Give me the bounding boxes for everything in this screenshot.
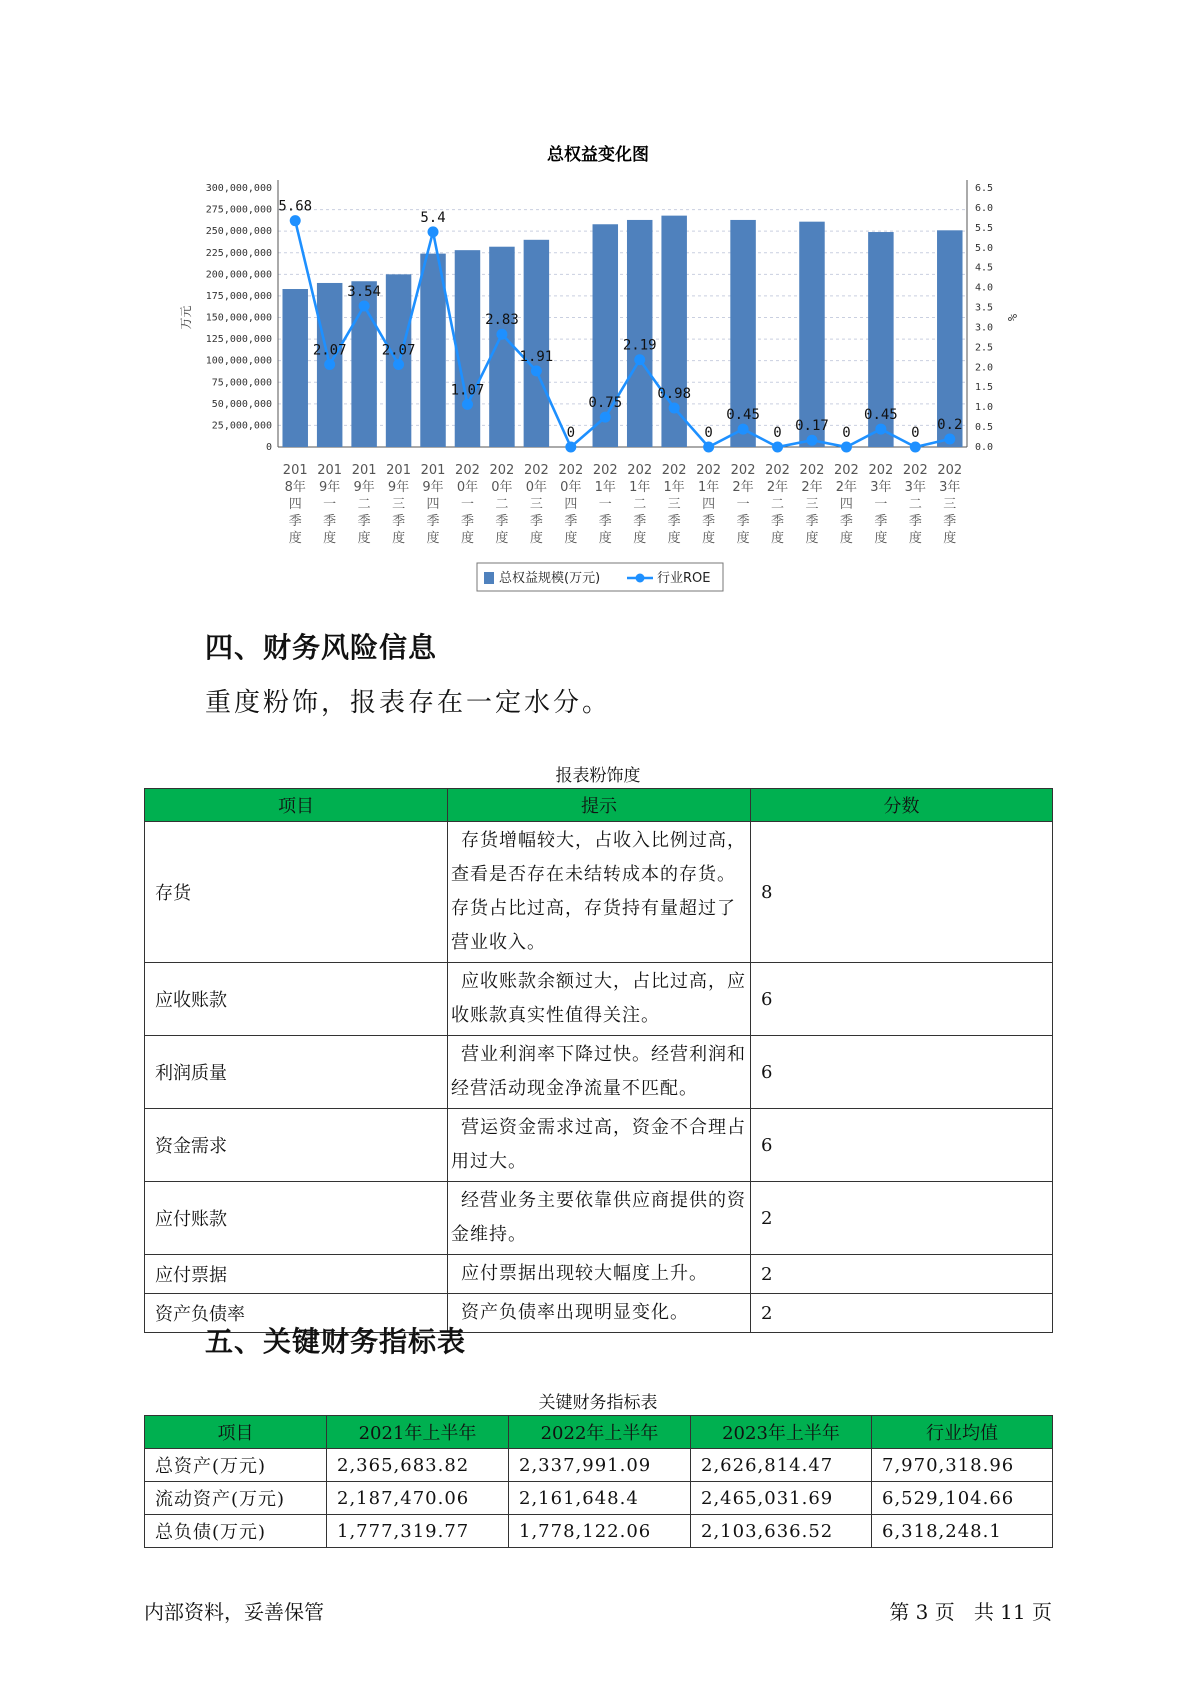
x-tick-label: 202 3年一季度	[868, 463, 894, 546]
roe-data-label: 0.45	[864, 407, 898, 424]
roe-point	[875, 424, 886, 435]
risk-hint: 应付票据出现较大幅度上升。	[448, 1255, 751, 1294]
table-row	[145, 1255, 1053, 1294]
roe-data-label: 1.07	[450, 382, 485, 399]
table-row	[145, 963, 1053, 1036]
right-tick-label: 5.0	[975, 242, 994, 254]
left-tick-label: 100,000,000	[205, 355, 272, 367]
fin-value: 2,337,991.09	[509, 1449, 691, 1482]
x-tick-label: 201 9年三季度	[386, 463, 411, 546]
col-header-2022h1: 2022年上半年	[509, 1416, 691, 1449]
x-tick-label: 202 2年三季度	[799, 463, 825, 546]
roe-point	[565, 442, 576, 453]
risk-hint: 经营业务主要依靠供应商提供的资金维持。	[448, 1182, 751, 1255]
chart-title: 总权益变化图	[547, 145, 649, 165]
left-tick-label: 25,000,000	[211, 420, 272, 432]
fin-value: 2,465,031.69	[691, 1482, 872, 1515]
risk-item: 应付票据	[145, 1255, 448, 1294]
fin-item: 流动资产(万元)	[145, 1482, 327, 1515]
roe-point	[290, 215, 301, 226]
roe-data-label: 0.17	[795, 418, 829, 435]
risk-item: 应收账款	[145, 963, 448, 1036]
risk-item: 存货	[145, 822, 448, 963]
x-tick-label: 202 1年三季度	[661, 463, 687, 546]
roe-point	[669, 402, 680, 413]
x-tick-label: 202 1年四季度	[696, 463, 722, 546]
fin-value: 1,778,122.06	[509, 1515, 691, 1548]
risk-score: 2	[751, 1182, 1053, 1255]
risk-score: 6	[751, 1109, 1053, 1182]
roe-point	[703, 442, 714, 453]
risk-item: 资金需求	[145, 1109, 448, 1182]
risk-score: 2	[751, 1255, 1053, 1294]
roe-point	[428, 226, 439, 237]
roe-point	[634, 354, 645, 365]
fin-value: 6,529,104.66	[872, 1482, 1053, 1515]
bar	[937, 230, 962, 447]
x-tick-label: 202 1年一季度	[592, 463, 618, 546]
roe-point	[738, 424, 749, 435]
right-tick-label: 4.0	[975, 282, 994, 294]
risk-hint: 营业利润率下降过快。经营利润和经营活动现金净流量不匹配。	[448, 1036, 751, 1109]
right-tick-label: 1.5	[975, 382, 994, 394]
roe-point	[531, 365, 542, 376]
roe-data-label: 0.98	[657, 385, 692, 402]
left-tick-label: 300,000,000	[205, 183, 272, 194]
section5-heading: 五、关键财务指标表	[205, 1325, 467, 1358]
x-tick-label: 202 2年一季度	[730, 463, 756, 546]
left-tick-label: 200,000,000	[205, 269, 272, 281]
left-tick-label: 275,000,000	[205, 204, 272, 216]
footer-confidential: 内部资料，妥善保管	[144, 1600, 324, 1624]
equity-chart	[0, 0, 1191, 600]
roe-data-label: 0.2	[937, 417, 963, 434]
table-row	[145, 822, 1053, 963]
fin-value: 2,187,470.06	[327, 1482, 509, 1515]
table-row	[145, 1109, 1053, 1182]
roe-data-label: 0.45	[726, 407, 760, 424]
roe-point	[772, 442, 783, 453]
roe-point	[944, 434, 955, 445]
roe-point	[359, 300, 370, 311]
x-tick-label: 202 0年三季度	[523, 463, 549, 546]
x-tick-label: 202 2年四季度	[834, 463, 859, 546]
roe-point	[600, 412, 611, 423]
footer-page-number: 第 3 页 共 11 页	[889, 1600, 1052, 1624]
roe-data-label: 5.68	[278, 198, 313, 215]
risk-table	[144, 788, 1053, 1333]
left-tick-label: 150,000,000	[205, 312, 272, 324]
right-tick-label: 4.5	[975, 262, 994, 274]
fin-value: 2,626,814.47	[691, 1449, 872, 1482]
right-tick-label: 3.0	[975, 322, 994, 334]
bar	[282, 289, 307, 447]
x-tick-label: 202 3年二季度	[902, 463, 928, 546]
risk-score: 6	[751, 1036, 1053, 1109]
left-tick-label: 250,000,000	[205, 226, 272, 238]
col-header-score: 分数	[751, 789, 1053, 822]
x-tick-label: 202 0年一季度	[455, 463, 480, 546]
roe-point	[496, 329, 507, 340]
table-row	[145, 1482, 1053, 1515]
table-row	[145, 1036, 1053, 1109]
x-tick-label: 201 9年四季度	[420, 463, 446, 546]
left-axis-label: 万元	[179, 305, 193, 330]
roe-point	[806, 435, 817, 446]
bar	[799, 222, 824, 447]
risk-item: 利润质量	[145, 1036, 448, 1109]
col-header-industry-avg: 行业均值	[872, 1416, 1053, 1449]
risk-score: 2	[751, 1294, 1053, 1333]
fin-table-header	[145, 1416, 1053, 1449]
roe-data-label: 0	[773, 425, 782, 441]
roe-data-label: 2.19	[622, 337, 657, 354]
right-tick-label: 3.5	[975, 302, 994, 314]
roe-data-label: 1.91	[519, 348, 554, 365]
risk-hint: 资产负债率出现明显变化。	[448, 1294, 751, 1333]
left-tick-label: 225,000,000	[205, 247, 272, 259]
risk-score: 8	[751, 822, 1053, 963]
roe-point	[910, 442, 921, 453]
roe-data-label: 5.4	[420, 209, 446, 226]
roe-data-label: 2.83	[485, 312, 519, 329]
legend-bar-swatch	[484, 572, 494, 584]
legend-bar-label: 总权益规模(万元)	[499, 571, 601, 586]
right-tick-label: 2.5	[975, 342, 994, 354]
roe-point	[324, 359, 335, 370]
roe-data-label: 2.07	[381, 342, 416, 359]
fin-item: 总资产(万元)	[145, 1449, 327, 1482]
x-tick-label: 202 1年二季度	[627, 463, 653, 546]
roe-point	[462, 399, 473, 410]
bar	[627, 220, 652, 447]
roe-point	[841, 442, 852, 453]
key-financial-table	[144, 1415, 1053, 1548]
fin-table-caption: 关键财务指标表	[538, 1393, 658, 1413]
right-tick-label: 6.0	[975, 202, 994, 214]
left-tick-label: 75,000,000	[211, 377, 272, 389]
roe-data-label: 0	[911, 425, 920, 441]
fin-value: 2,365,683.82	[327, 1449, 509, 1482]
left-tick-label: 175,000,000	[205, 290, 272, 302]
right-tick-label: 6.5	[975, 183, 994, 194]
right-tick-label: 1.0	[975, 402, 994, 414]
x-tick-label: 201 9年一季度	[317, 463, 343, 546]
fin-value: 2,103,636.52	[691, 1515, 872, 1548]
x-tick-label: 202 2年二季度	[765, 463, 790, 546]
right-axis-label: %	[1005, 313, 1019, 322]
x-tick-label: 202 0年二季度	[489, 463, 515, 546]
roe-data-label: 0	[566, 425, 576, 441]
left-tick-label: 50,000,000	[211, 398, 272, 410]
col-header-hint: 提示	[448, 789, 751, 822]
x-tick-label: 201 9年二季度	[351, 463, 377, 546]
risk-table-caption: 报表粉饰度	[555, 766, 641, 786]
risk-hint: 存货增幅较大，占收入比例过高，查看是否存在未结转成本的存货。存货占比过高，存货持有量超过了营业收入。	[448, 822, 751, 963]
fin-value: 6,318,248.1	[872, 1515, 1053, 1548]
bar	[489, 247, 514, 447]
col-header-2021h1: 2021年上半年	[327, 1416, 509, 1449]
roe-data-label: 0.75	[588, 395, 623, 412]
fin-value: 7,970,318.96	[872, 1449, 1053, 1482]
risk-item: 应付账款	[145, 1182, 448, 1255]
table-row	[145, 1515, 1053, 1548]
right-tick-label: 0.0	[975, 442, 994, 453]
x-tick-label: 202 3年三季度	[937, 463, 963, 546]
risk-score: 6	[751, 963, 1053, 1036]
roe-point	[393, 359, 404, 370]
fin-value: 1,777,319.77	[327, 1515, 509, 1548]
x-tick-label: 201 8年四季度	[282, 463, 308, 546]
right-tick-label: 2.0	[975, 362, 994, 374]
risk-table-header	[145, 789, 1053, 822]
x-tick-label: 202 0年四季度	[558, 463, 584, 546]
bar	[524, 240, 549, 447]
left-tick-label: 0	[265, 442, 272, 453]
right-tick-label: 5.5	[975, 222, 994, 234]
section4-heading: 四、财务风险信息	[205, 631, 438, 664]
col-header-item: 项目	[145, 789, 448, 822]
risk-item: 资产负债率	[145, 1294, 448, 1333]
roe-data-label: 0	[704, 425, 713, 441]
col-header-2023h1: 2023年上半年	[691, 1416, 872, 1449]
roe-data-label: 3.54	[347, 283, 381, 300]
table-row	[145, 1449, 1053, 1482]
legend-line-marker	[636, 574, 645, 583]
legend-line-label: 行业ROE	[657, 571, 711, 586]
risk-hint: 应收账款余额过大，占比过高，应收账款真实性值得关注。	[448, 963, 751, 1036]
table-row	[145, 1182, 1053, 1255]
col-header-item: 项目	[145, 1416, 327, 1449]
fin-value: 2,161,648.4	[509, 1482, 691, 1515]
roe-data-label: 0	[842, 425, 851, 441]
left-tick-label: 125,000,000	[205, 334, 272, 346]
risk-summary: 重度粉饰，报表存在一定水分。	[205, 688, 612, 718]
roe-data-label: 2.07	[312, 342, 347, 359]
bar	[455, 250, 480, 447]
risk-hint: 营运资金需求过高，资金不合理占用过大。	[448, 1109, 751, 1182]
fin-item: 总负债(万元)	[145, 1515, 327, 1548]
right-tick-label: 0.5	[975, 422, 994, 434]
